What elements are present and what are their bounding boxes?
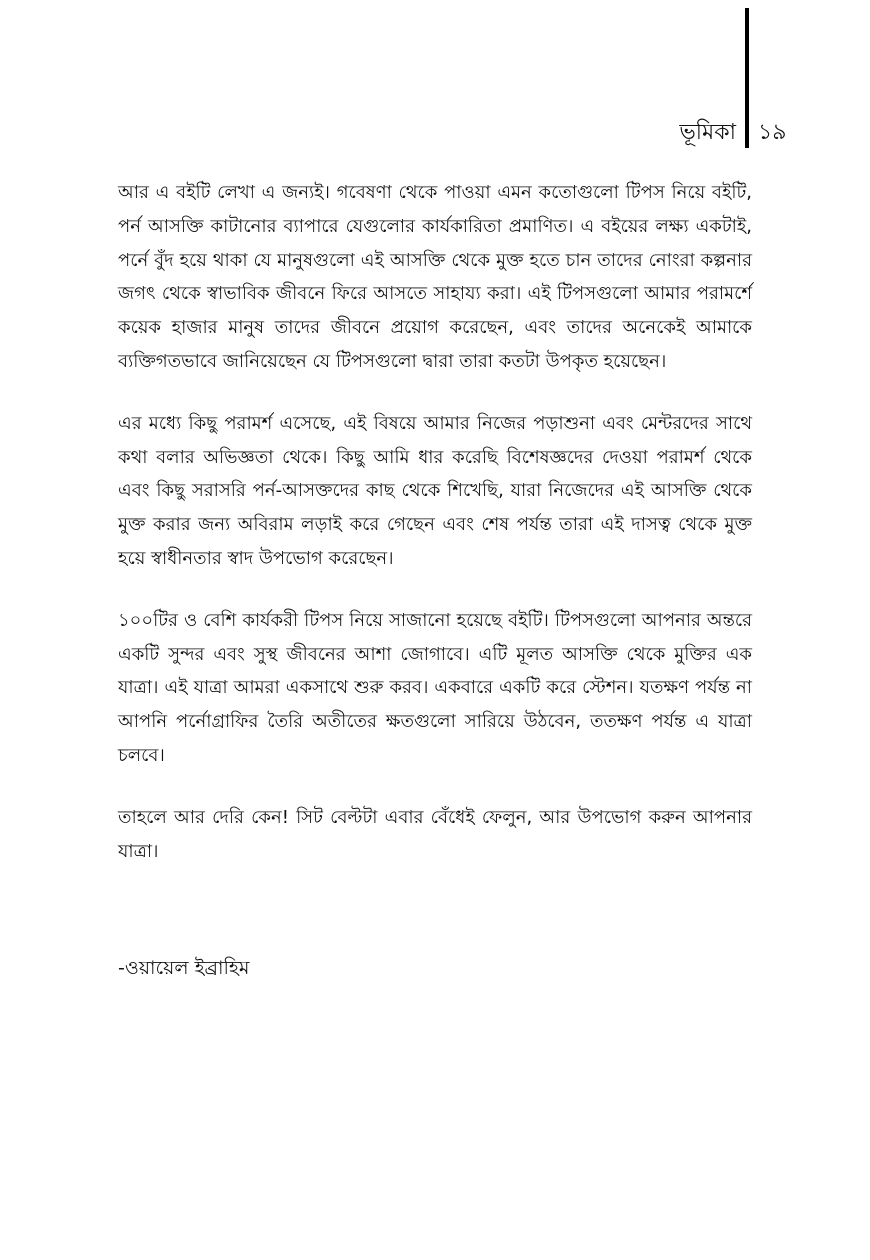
running-header-section-title: ভূমিকা bbox=[679, 120, 736, 145]
paragraph-4: তাহলে আর দেরি কেন! সিট বেল্টটা এবার বেঁধেই ফেলুন, আর উপভোগ করুন আপনার যাত্রা। bbox=[118, 806, 752, 862]
header-divider-line bbox=[745, 8, 749, 148]
author-signature: -ওয়ায়েল ইব্রাহিম bbox=[118, 957, 250, 979]
page-number: ১৯ bbox=[758, 120, 787, 145]
paragraph-3: ১০০টির ও বেশি কার্যকরী টিপস নিয়ে সাজানো হয়েছে বইটি। টিপসগুলো আপনার অন্তরে একটি সুন্দর এবং সুস্থ জীবনের আশা জোগাবে। এটি মূলত আসক্তি থেকে মুক্তির এক যাত্রা। এই যাত্রা আমরা একসাথে শুরু করব। একবারে একটি করে স্টেশন। যতক্ষণ পর্যন্ত না আপনি পর্নোগ্রাফির তৈরি অতীতের ক্ষতগুলো সারিয়ে উঠবেন, ততক্ষণ পর্যন্ত এ যাত্রা চলবে। bbox=[118, 609, 752, 766]
paragraph-1: আর এ বইটি লেখা এ জন্যই। গবেষণা থেকে পাওয়া এমন কতোগুলো টিপস নিয়ে বইটি, পর্ন আসক্তি কাটানোর ব্যাপারে যেগুলোর কার্যকারিতা প্রমাণিত। এ বইয়ের লক্ষ্য একটাই, পর্নে বুঁদ হয়ে থাকা যে মানুষগুলো এই আসক্তি থেকে মুক্ত হতে চান তাদের নোংরা কল্পনার জগৎ থেকে স্বাভাবিক জীবনে ফিরে আসতে সাহায্য করা। এই টিপসগুলো আমার পরামর্শে কয়েক হাজার মানুষ তাদের জীবনে প্রয়োগ করেছেন, এবং তাদের অনেকেই আমাকে ব্যক্তিগতভাবে জানিয়েছেন যে টিপসগুলো দ্বারা তারা কতটা উপকৃত হয়েছেন। bbox=[118, 182, 752, 372]
paragraph-2: এর মধ্যে কিছু পরামর্শ এসেছে, এই বিষয়ে আমার নিজের পড়াশুনা এবং মেন্টরদের সাথে কথা বলার অভিজ্ঞতা থেকে। কিছু আমি ধার করেছি বিশেষজ্ঞদের দেওয়া পরামর্শ থেকে এবং কিছু সরাসরি পর্ন-আসক্তদের কাছ থেকে শিখেছি, যারা নিজেদের এই আসক্তি থেকে মুক্ত করার জন্য অবিরাম লড়াই করে গেছেন এবং শেষ পর্যন্ত তারা এই দাসত্ব থেকে মুক্ত হয়ে স্বাধীনতার স্বাদ উপভোগ করেছেন। bbox=[118, 412, 752, 569]
body-text bbox=[118, 176, 752, 896]
